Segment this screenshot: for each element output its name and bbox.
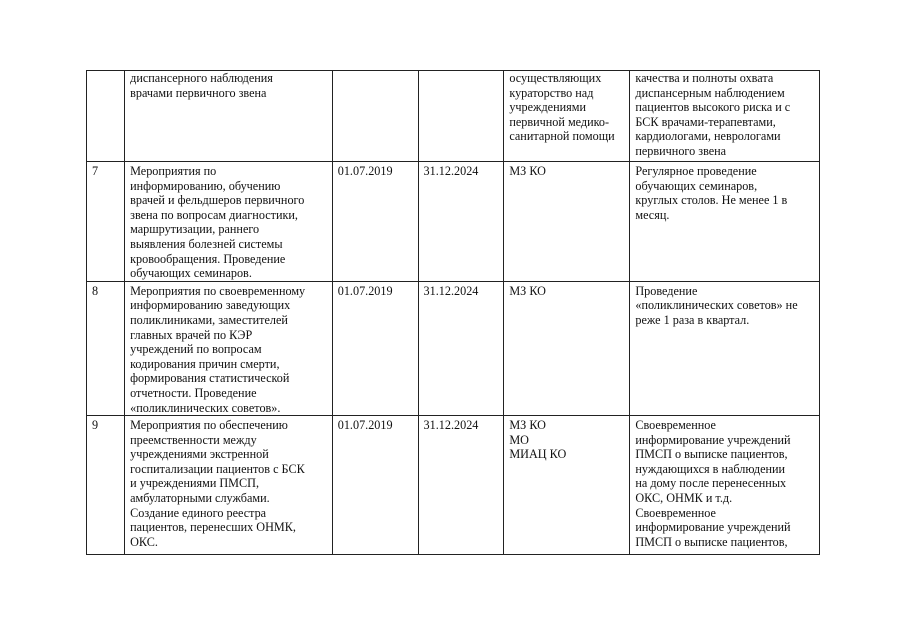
- row-number-cell: 8: [87, 281, 125, 415]
- responsible-cell: осуществляющих кураторство над учреждениями первичной медико- санитарной помощи: [504, 71, 630, 162]
- start-date-cell: 01.07.2019: [332, 416, 418, 555]
- result-cell: Своевременное информирование учреждений ПМСП о выписке пациентов, нуждающихся в наблюдении на дому после перенесенных ОКС, ОНМК и т.д. Своевременное информирование учреждений ПМСП о выписке пациентов,: [630, 416, 820, 555]
- start-date-cell: 01.07.2019: [332, 281, 418, 415]
- responsible-cell: МЗ КО: [504, 162, 630, 282]
- end-date-cell: 31.12.2024: [418, 162, 504, 282]
- description-cell: Мероприятия по информированию, обучению врачей и фельдшеров первичного звена по вопросам диагностики, маршрутизации, раннего выявления болезней системы кровообращения. Проведение обучающих семинаров.: [125, 162, 333, 282]
- start-date-cell: 01.07.2019: [332, 162, 418, 282]
- row-number-cell: [87, 71, 125, 162]
- row-number-cell: 9: [87, 416, 125, 555]
- responsible-cell: МЗ КО МО МИАЦ КО: [504, 416, 630, 555]
- end-date-cell: 31.12.2024: [418, 416, 504, 555]
- row-number-cell: 7: [87, 162, 125, 282]
- description-cell: Мероприятия по обеспечению преемственности между учреждениями экстренной госпитализации пациентов с БСК и учреждениями ПМСП, амбулаторными службами. Создание единого реестра пациентов, перенесших ОНМК, ОКС.: [125, 416, 333, 555]
- result-cell: качества и полноты охвата диспансерным наблюдением пациентов высокого риска и с БСК врачами-терапевтами, кардиологами, неврологами первичного звена: [630, 71, 820, 162]
- table-row: [87, 71, 820, 162]
- table-row: [87, 416, 820, 555]
- table-row: [87, 162, 820, 282]
- end-date-cell: [418, 71, 504, 162]
- description-cell: диспансерного наблюдения врачами первичного звена: [125, 71, 333, 162]
- description-cell: Мероприятия по своевременному информированию заведующих поликлиниками, заместителей главных врачей по КЭР учреждений по вопросам кодирования причин смерти, формирования статистической отчетности. Проведение «поликлинических советов».: [125, 281, 333, 415]
- result-cell: Проведение «поликлинических советов» не реже 1 раза в квартал.: [630, 281, 820, 415]
- responsible-cell: МЗ КО: [504, 281, 630, 415]
- end-date-cell: 31.12.2024: [418, 281, 504, 415]
- measures-table: [86, 70, 820, 555]
- result-cell: Регулярное проведение обучающих семинаров, круглых столов. Не менее 1 в месяц.: [630, 162, 820, 282]
- table-row: [87, 281, 820, 415]
- start-date-cell: [332, 71, 418, 162]
